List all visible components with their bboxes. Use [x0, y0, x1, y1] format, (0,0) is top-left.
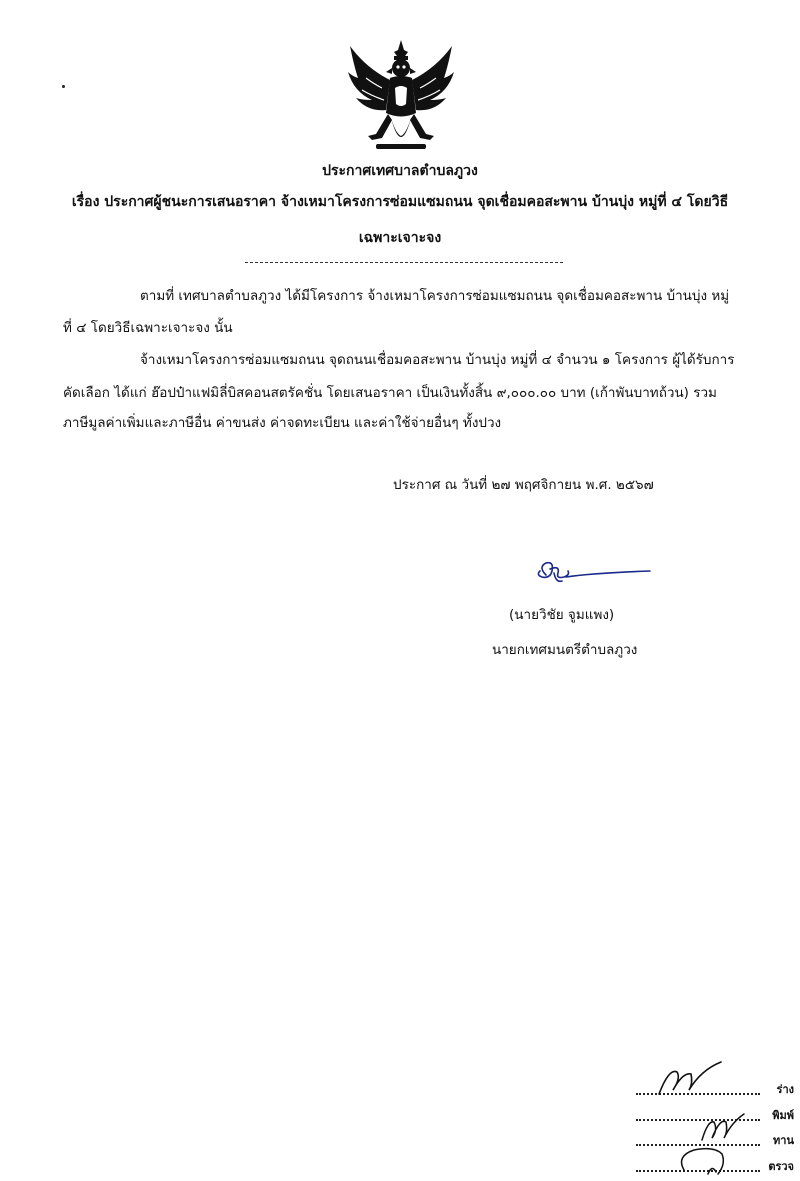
- subject-line-continued: เฉพาะเจาะจง: [358, 230, 442, 246]
- paragraph-2-line-3: ภาษีมูลค่าเพิ่มและภาษีอื่น ค่าขนส่ง ค่าจดทะเบียน และค่าใช้จ่ายอื่นๆ ทั้งปวง: [63, 415, 502, 431]
- announcement-date: ประกาศ ณ วันที่ ๒๗ พฤศจิกายน พ.ศ. ๒๕๖๗: [393, 477, 654, 493]
- paragraph-1-line-1: ตามที่ เทศบาลตำบลภูวง ได้มีโครงการ จ้างเหมาโครงการซ่อมแซมถนน จุดเชื่อมคอสะพาน บ้านบุ่ง หมู่: [140, 288, 730, 304]
- checklist-row-review: [636, 1129, 796, 1151]
- checklist-row-print: [636, 1104, 796, 1126]
- announcement-heading: ประกาศเทศบาลตำบลภูวง: [322, 163, 478, 179]
- paragraph-2-line-2: คัดเลือก ได้แก่ ฮ๊อปป๋าแฟมิลี่บิสคอนสตรัคชั่น โดยเสนอราคา เป็นเงินทั้งสิ้น ๙,๐๐๐.๐๐ บาท (เก้าพันบาทถ้วน) รวม: [63, 385, 717, 401]
- separator-line: [245, 262, 563, 263]
- checklist-label: ร่าง: [776, 1083, 794, 1096]
- checklist-row-draft: [636, 1078, 796, 1100]
- speck: [62, 85, 65, 88]
- paragraph-2-line-1: จ้างเหมาโครงการซ่อมแซมถนน จุดถนนเชื่อมคอสะพาน บ้านบุ่ง หมู่ที่ ๔ จำนวน ๑ โครงการ ผู้ได้รับการ: [140, 352, 735, 368]
- checklist-row-check: [636, 1155, 796, 1177]
- paragraph-1-line-2: ที่ ๔ โดยวิธีเฉพาะเจาะจง นั้น: [63, 320, 233, 336]
- signer-name: (นายวิชัย จูมแพง): [509, 607, 615, 623]
- signature-icon: [532, 555, 652, 595]
- subject-line: เรื่อง ประกาศผู้ชนะการเสนอราคา จ้างเหมาโครงการซ่อมแซมถนน จุดเชื่อมคอสะพาน บ้านบุ่ง หมู่ที่ ๔ โดยวิธี: [71, 194, 729, 210]
- checklist-dotted-line: [636, 1093, 760, 1095]
- checklist-label: พิมพ์: [772, 1109, 794, 1122]
- checklist-dotted-line: [636, 1144, 760, 1146]
- checklist-label: ทาน: [773, 1134, 794, 1147]
- checklist-label: ตรวจ: [768, 1160, 794, 1173]
- checklist-dotted-line: [636, 1170, 760, 1172]
- signer-position: นายกเทศมนตรีตำบลภูวง: [492, 642, 638, 658]
- garuda-emblem-icon: [346, 38, 456, 158]
- checklist-dotted-line: [636, 1119, 760, 1121]
